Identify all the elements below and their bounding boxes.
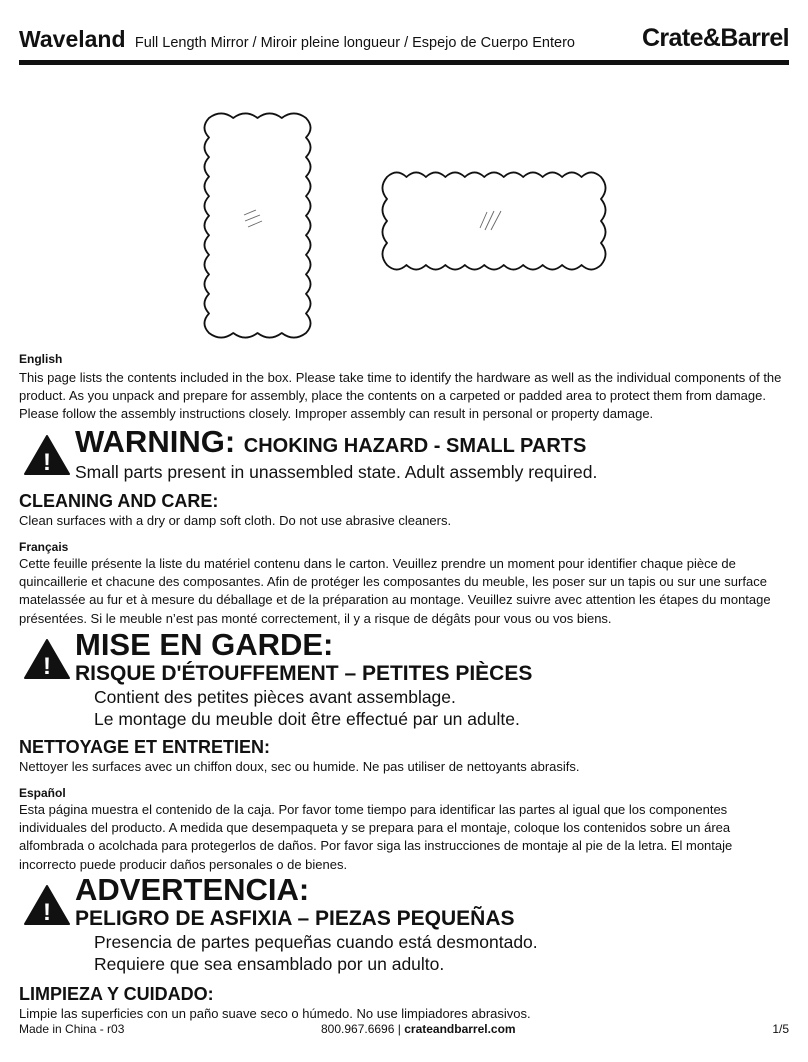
spanish-intro-text: Esta página muestra el contenido de la caja. Por favor tome tiempo para identificar las partes al igual que los componentes individuales del producto. A medida que desempaqueta y se prepara para el montaje, coloque los contenidos sobre un área alfombrada o acolchada para protegerlos de daños. Por favor siga las instrucciones de montaje al pie de la letra. El montaje incorrecto puede producir daños personales o de bienes.	[19, 802, 733, 872]
spanish-heading: Español	[19, 786, 66, 800]
spanish-warning-text	[75, 873, 538, 975]
warning-detail-1: Contient des petites pièces avant assemblage.	[94, 687, 456, 707]
french-warning-text	[75, 628, 532, 730]
english-heading: English	[19, 352, 63, 366]
english-warning	[19, 425, 789, 483]
warning-title-line	[75, 425, 597, 463]
mirror-vertical-illustration	[205, 114, 311, 338]
french-heading: Français	[19, 540, 69, 554]
warning-hazard: PELIGRO DE ASFIXIA – PIEZAS PEQUEÑAS	[75, 907, 515, 930]
french-warning	[19, 628, 789, 728]
page-footer	[19, 1022, 789, 1040]
mirror-illustration	[0, 0, 808, 340]
warning-title: ADVERTENCIA:	[75, 872, 310, 907]
website-link[interactable]: crateandbarrel.com	[404, 1022, 516, 1036]
phone-number: 800.967.6696	[321, 1022, 395, 1036]
warning-detail-2: Le montage du meuble doit être effectué par un adulte.	[94, 709, 520, 729]
care-heading: NETTOYAGE ET ENTRETIEN:	[19, 737, 271, 757]
french-care	[19, 737, 789, 775]
warning-detail-1: Presencia de partes pequeñas cuando está desmontado.	[94, 932, 538, 952]
page-number: 1/5	[772, 1022, 789, 1036]
warning-triangle-icon	[24, 884, 70, 926]
warning-hazard: CHOKING HAZARD - SMALL PARTS	[243, 435, 587, 457]
glass-reflection-icon	[480, 211, 501, 230]
care-text: Nettoyer les surfaces avec un chiffon doux, sec ou humide. Ne pas utiliser de nettoyants abrasifs.	[19, 759, 580, 774]
care-text: Clean surfaces with a dry or damp soft cloth. Do not use abrasive cleaners.	[19, 513, 452, 528]
english-warning-text	[75, 425, 597, 483]
warning-title: MISE EN GARDE:	[75, 627, 334, 662]
warning-detail-2: Requiere que sea ensamblado por un adulto.	[94, 954, 445, 974]
warning-exclamation: !	[43, 653, 51, 680]
contact-info	[321, 1022, 516, 1036]
warning-exclamation: !	[43, 899, 51, 926]
warning-detail: Small parts present in unassembled state. Adult assembly required.	[75, 462, 598, 482]
mirror-horizontal-illustration	[383, 173, 606, 270]
warning-triangle-icon	[24, 638, 70, 680]
product-subtitle: Full Length Mirror / Miroir pleine longueur / Espejo de Cuerpo Entero	[134, 35, 575, 51]
care-heading: CLEANING AND CARE:	[19, 491, 219, 511]
footer-separator: |	[397, 1022, 401, 1036]
spanish-warning	[19, 873, 789, 977]
warning-exclamation: !	[43, 449, 51, 476]
brand-logo: Crate&Barrel	[641, 24, 789, 52]
care-heading: LIMPIEZA Y CUIDADO:	[19, 984, 214, 1004]
care-text: Limpie las superficies con un paño suave seco o húmedo. No use limpiadores abrasivos.	[19, 1006, 531, 1021]
english-care	[19, 491, 789, 529]
glass-reflection-icon	[244, 210, 262, 227]
french-intro-text: Cette feuille présente la liste du matériel contenu dans le carton. Veuillez prendre un moment pour identifier chaque pièce de quincaillerie et chacune des composantes. Afin de protéger les composantes du meuble, les poser sur un tapis ou sur une surface matelassée au fur et à mesure du déballage et de la préparation au montage. Veuillez suivre avec attention les étapes du montage présentées. Si le meuble n’est pas monté correctement, il y a risque de dégâts pour vous ou vos biens.	[19, 556, 771, 626]
spanish-care	[19, 984, 789, 1022]
french-section	[19, 540, 789, 628]
product-name: Waveland	[19, 26, 126, 52]
made-in-label: Made in China - r03	[19, 1022, 125, 1036]
warning-hazard: RISQUE D'ÉTOUFFEMENT – PETITES PIÈCES	[75, 662, 533, 685]
spanish-section	[19, 786, 789, 874]
warning-triangle-icon	[24, 434, 70, 476]
english-intro-text: This page lists the contents included in the box. Please take time to identify the hardware as well as the individual components of the product. As you unpack and prepare for assembly, place the contents on a carpeted or padded area to protect them from damage. Please follow the assembly instructions closely. Improper assembly can result in personal or property damage.	[19, 370, 782, 422]
english-section	[19, 352, 789, 424]
warning-title: WARNING:	[75, 424, 236, 459]
